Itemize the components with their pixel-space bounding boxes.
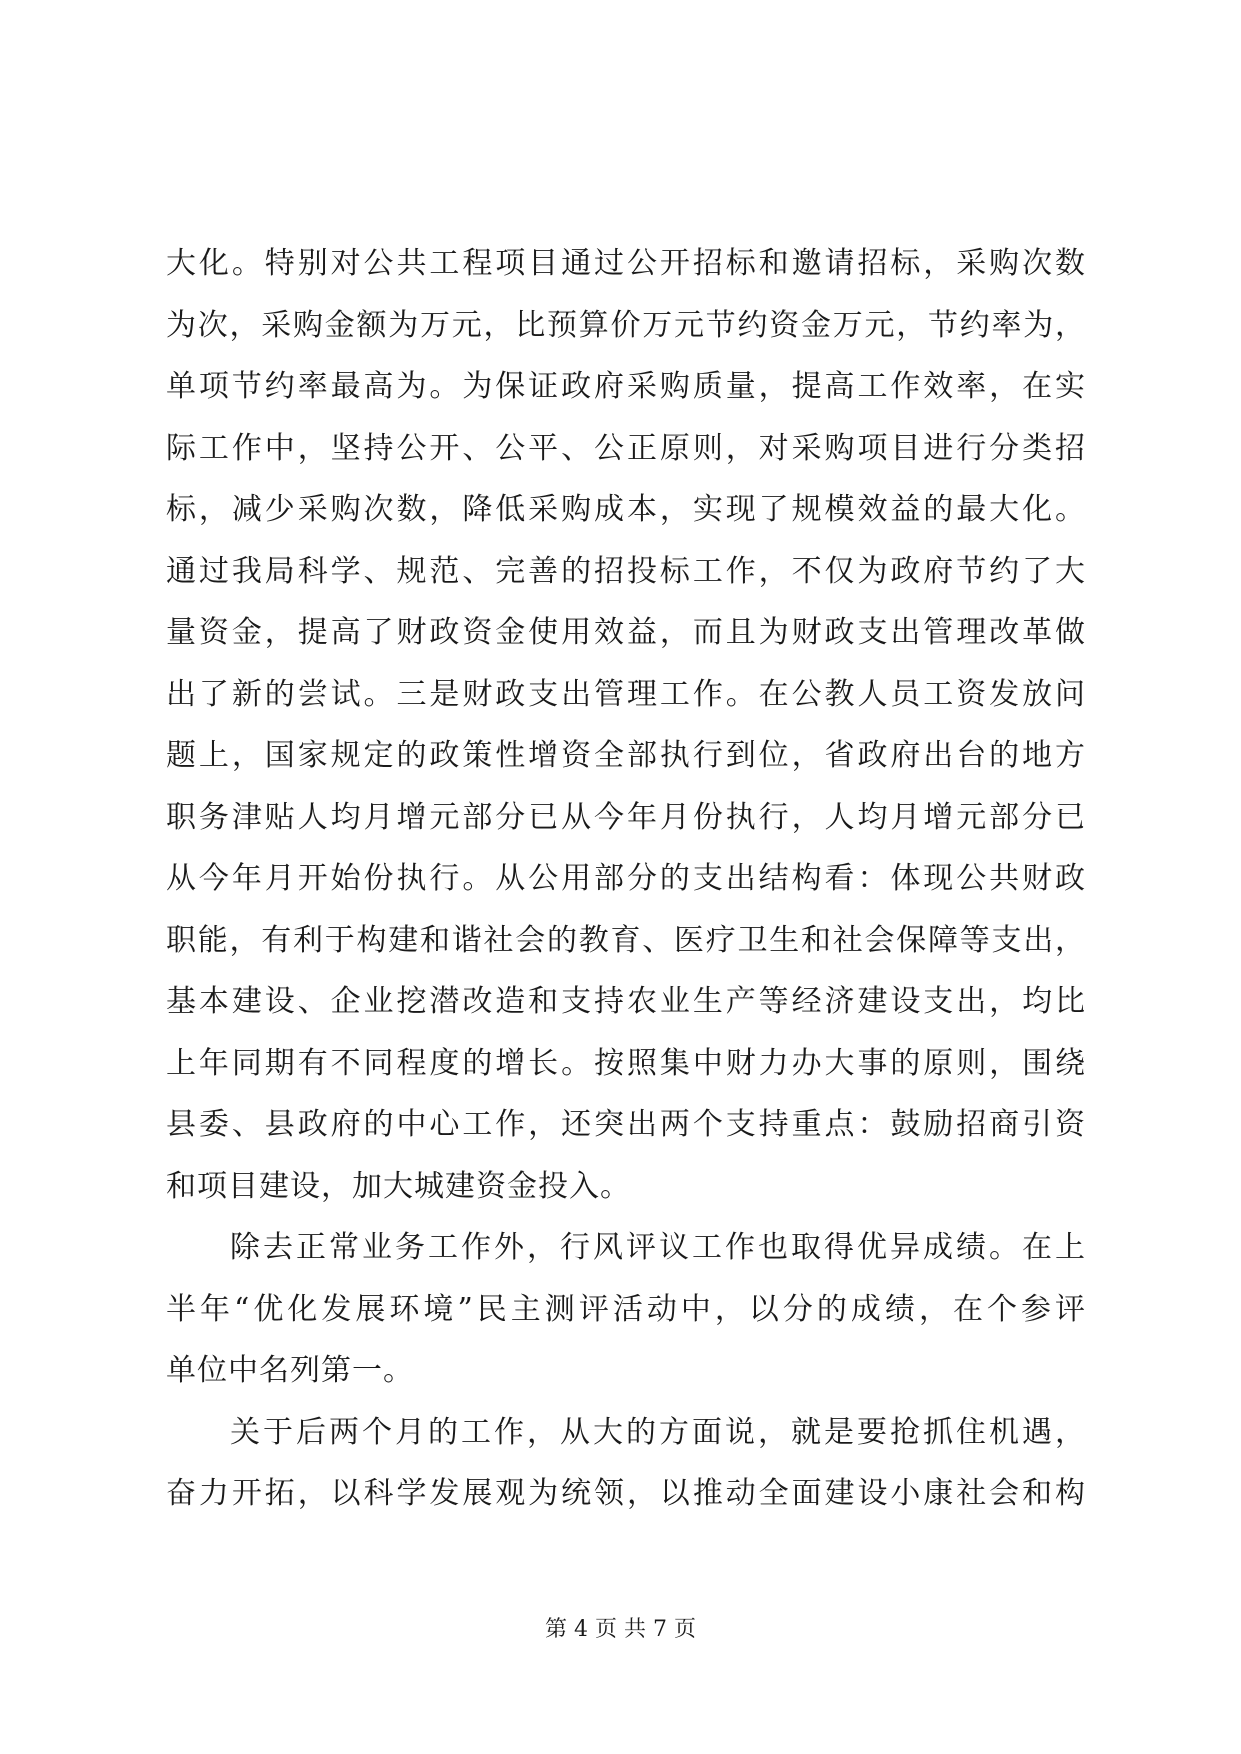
paragraph-1-line-13: 基本建设、企业挖潜改造和支持农业生产等经济建设支出，均比 — [166, 984, 1086, 1019]
paragraph-1-line-4: 际工作中，坚持公开、公平、公正原则，对采购项目进行分类招 — [166, 430, 1086, 466]
paragraph-2-line-2: 半年“优化发展环境”民主测评活动中，以分的成绩，在个参评 — [166, 1291, 1086, 1327]
paragraph-1-line-12: 职能，有利于构建和谐社会的教育、医疗卫生和社会保障等支出， — [166, 922, 1086, 958]
paragraph-1-line-3: 单项节约率最高为。为保证政府采购质量，提高工作效率，在实 — [166, 369, 1086, 404]
paragraph-1-line-8: 出了新的尝试。三是财政支出管理工作。在公教人员工资发放问 — [166, 676, 1086, 712]
paragraph-1-line-2: 为次，采购金额为万元，比预算价万元节约资金万元，节约率为， — [166, 307, 1086, 343]
paragraph-3-line-2: 奋力开拓，以科学发展观为统领，以推动全面建设小康社会和构 — [166, 1476, 1086, 1511]
body-text — [166, 233, 1086, 1525]
paragraph-3-line-1: 关于后两个月的工作，从大的方面说，就是要抢抓住机遇， — [230, 1414, 1086, 1450]
paragraph-1-line-1: 大化。特别对公共工程项目通过公开招标和邀请招标，采购次数 — [166, 246, 1086, 281]
paragraph-1-line-14: 上年同期有不同程度的增长。按照集中财力办大事的原则，围绕 — [166, 1045, 1086, 1081]
paragraph-1-line-16: 和项目建设，加大城建资金投入。 — [166, 1168, 631, 1204]
paragraph-2-line-1: 除去正常业务工作外，行风评议工作也取得优异成绩。在上 — [230, 1230, 1086, 1265]
paragraph-2-line-3: 单位中名列第一。 — [166, 1353, 414, 1388]
paragraph-1-line-11: 从今年月开始份执行。从公用部分的支出结构看：体现公共财政 — [166, 861, 1086, 896]
page-number-footer: 第 4 页 共 7 页 — [545, 1617, 696, 1642]
paragraph-1-line-15: 县委、县政府的中心工作，还突出两个支持重点：鼓励招商引资 — [166, 1107, 1086, 1142]
paragraph-1-line-5: 标，减少采购次数，降低采购成本，实现了规模效益的最大化。 — [166, 492, 1086, 527]
paragraph-1-line-7: 量资金，提高了财政资金使用效益，而且为财政支出管理改革做 — [166, 615, 1086, 650]
paragraph-1-line-10: 职务津贴人均月增元部分已从今年月份执行，人均月增元部分已 — [166, 799, 1086, 835]
paragraph-1-line-6: 通过我局科学、规范、完善的招投标工作，不仅为政府节约了大 — [166, 553, 1086, 589]
paragraph-1-line-9: 题上，国家规定的政策性增资全部执行到位，省政府出台的地方 — [166, 738, 1086, 773]
